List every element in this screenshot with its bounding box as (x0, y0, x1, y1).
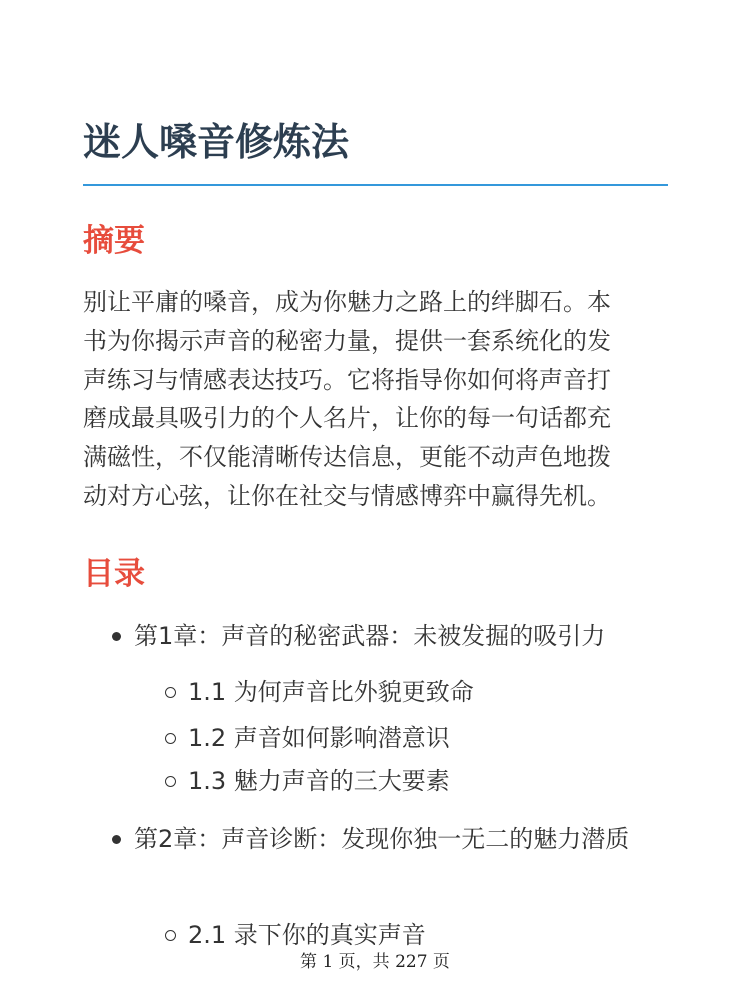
toc-section-1-1[interactable] (188, 675, 474, 709)
bullet-icon (112, 835, 121, 844)
summary-line: 磨成最具吸引力的个人名片，让你的每一句话都充 (83, 404, 611, 433)
summary-line: 动对方心弦，让你在社交与情感博弈中赢得先机。 (83, 481, 611, 510)
section-label: 1.2 声音如何影响潜意识 (188, 724, 450, 752)
summary-line: 别让平庸的嗓音，成为你魅力之路上的绊脚石。本 (83, 288, 611, 316)
toc-chapter-1[interactable] (134, 617, 694, 655)
toc-section-1-3[interactable] (188, 764, 450, 798)
section-label: 1.3 魅力声音的三大要素 (188, 767, 450, 795)
page-indicator: 第 1 页，共 227 页 (300, 952, 450, 972)
bullet-icon (112, 632, 121, 641)
section-label: 1.1 为何声音比外貌更致命 (188, 678, 474, 706)
summary-heading: 摘要 (83, 223, 145, 259)
toc-chapter-2[interactable] (134, 820, 694, 858)
toc-section-1-2[interactable] (188, 721, 450, 755)
hollow-bullet-icon (165, 776, 176, 787)
chapter-label: 第2章：声音诊断：发现你独一无二的魅力潜质 (134, 825, 630, 853)
hollow-bullet-icon (165, 930, 176, 941)
summary-line: 声练习与情感表达技巧。它将指导你如何将声音打 (83, 365, 611, 394)
hollow-bullet-icon (165, 687, 176, 698)
chapter-label: 第1章：声音的秘密武器：未被发掘的吸引力 (134, 622, 606, 650)
document-title: 迷人嗓音修炼法 (83, 120, 350, 164)
toc-heading: 目录 (83, 556, 145, 592)
section-label: 2.1 录下你的真实声音 (188, 921, 426, 949)
summary-line: 书为你揭示声音的秘密力量，提供一套系统化的发 (83, 326, 611, 355)
summary-line: 满磁性，不仅能清晰传达信息，更能不动声色地拨 (83, 443, 611, 472)
toc-section-2-1[interactable] (188, 918, 426, 952)
hollow-bullet-icon (165, 733, 176, 744)
